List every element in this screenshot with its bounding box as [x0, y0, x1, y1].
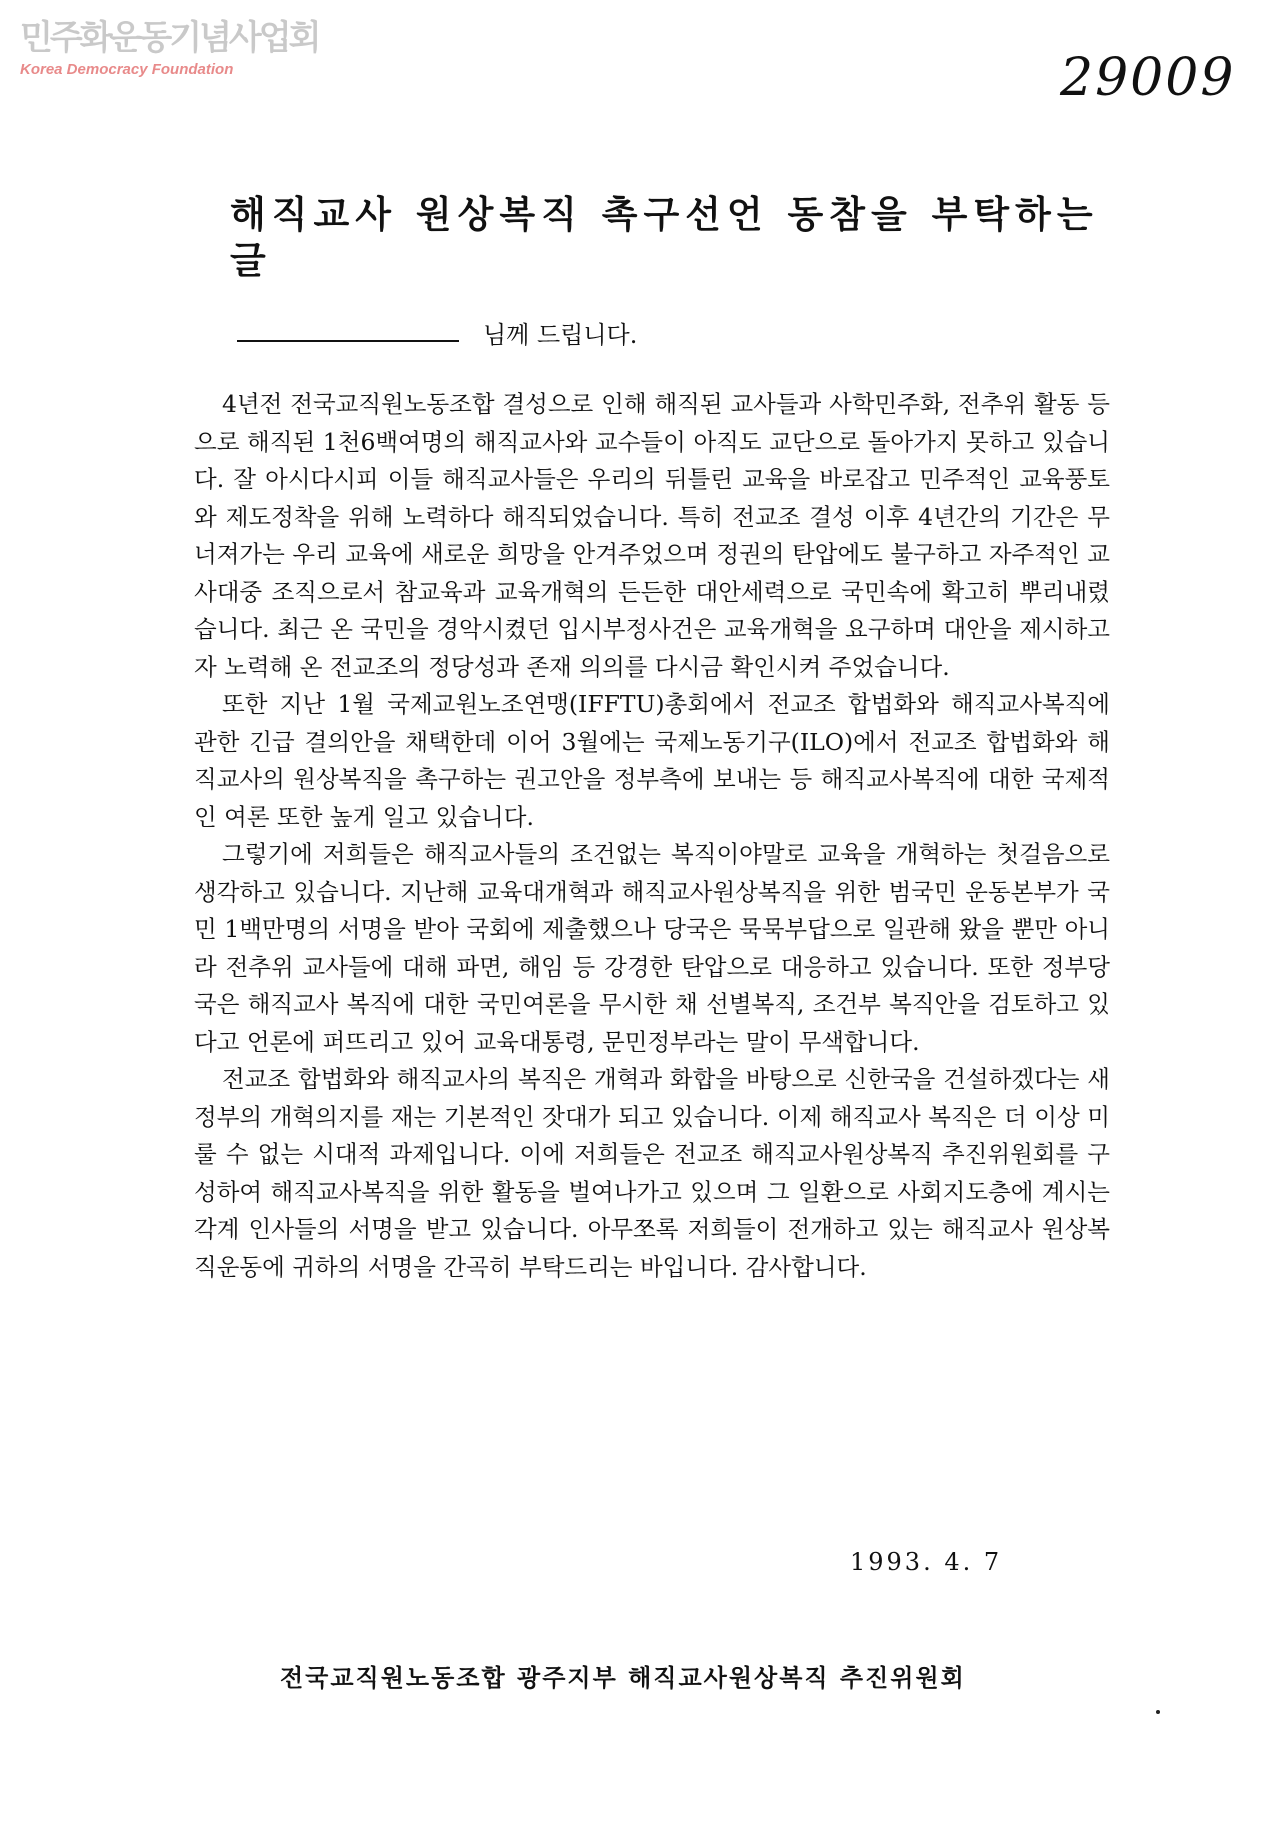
letter-date: 1993. 4. 7 — [850, 1548, 1003, 1576]
document-title: 해직교사 원상복직 촉구선언 동참을 부탁하는 글 — [230, 193, 1099, 282]
paragraph-1: 4년전 전국교직원노동조합 결성으로 인해 해직된 교사들과 사학민주화, 전추위 활동 등으로 해직된 1천6백여명의 해직교사와 교수들이 아직도 교단으로 돌아가지 못하고 있습니다. 잘 아시다시피 이들 해직교사들은 우리의 뒤틀린 교육을 바로잡고 민주적인 교육풍토와 제도정착을 위해 노력하다 해직되었습니다. 특히 전교조 결성 이후 4년간의 기간은 무너져가는 우리 교육에 새로운 희망을 안겨주었으며 정권의 탄압에도 불구하고 자주적인 교사대중 조직으로서 참교육과 교육개혁의 든든한 대안세력으로 국민속에 확고히 뿌리내렸습니다. 최근 온 국민을 경악시켰던 입시부정사건은 교육개혁을 요구하며 대안을 제시하고자 노력해 온 전교조의 정당성과 존재 의의를 다시금 확인시켜 주었습니다. — [194, 390, 1110, 681]
paragraph-4: 전교조 합법화와 해직교사의 복직은 개혁과 화합을 바탕으로 신한국을 건설하겠다는 새 정부의 개혁의지를 재는 기본적인 잣대가 되고 있습니다. 이제 해직교사 복직은 더 이상 미룰 수 없는 시대적 과제입니다. 이에 저희들은 전교조 해직교사원상복직 추진위원회를 구성하여 해직교사복직을 위한 활동을 벌여나가고 있으며 그 일환으로 사회지도층에 계시는 각계 인사들의 서명을 받고 있습니다. 아무쪼록 저희들이 전개하고 있는 해직교사 원상복직운동에 귀하의 서명을 간곡히 부탁드리는 바입니다. 감사합니다. — [194, 1065, 1110, 1281]
watermark-logo — [20, 18, 340, 80]
letter-body — [194, 386, 1110, 1286]
watermark-english: Korea Democracy Foundation — [20, 61, 234, 78]
recipient-line — [237, 312, 837, 352]
scan-speck — [1156, 1710, 1160, 1714]
watermark-korean: 민주화운동기념사업회 — [20, 18, 319, 58]
paragraph-3: 그렇기에 저희들은 해직교사들의 조건없는 복직이야말로 교육을 개혁하는 첫걸음으로 생각하고 있습니다. 지난해 교육대개혁과 해직교사원상복직을 위한 범국민 운동본부가 국민 1백만명의 서명을 받아 국회에 제출했으나 당국은 묵묵부답으로 일관해 왔을 뿐만 아니라 전추위 교사들에 대해 파면, 해임 등 강경한 탄압으로 대응하고 있습니다. 또한 정부당국은 해직교사 복직에 대한 국민여론을 무시한 채 선별복직, 조건부 복직안을 검토하고 있다고 언론에 퍼뜨리고 있어 교육대통령, 문민정부라는 말이 무색합니다. — [194, 840, 1110, 1056]
paragraph-2: 또한 지난 1월 국제교원노조연맹(IFFTU)총회에서 전교조 합법화와 해직교사복직에 관한 긴급 결의안을 채택한데 이어 3월에는 국제노동기구(ILO)에서 전교조 합법화와 해직교사의 원상복직을 촉구하는 권고안을 정부측에 보내는 등 해직교사복직에 대한 국제적인 여론 또한 높게 일고 있습니다. — [194, 690, 1110, 831]
salutation: 님께 드립니다. — [483, 321, 638, 349]
sender-signature: 전국교직원노동조합 광주지부 해직교사원상복직 추진위원회 — [280, 1664, 966, 1692]
handwritten-document-number: 29009 — [1060, 48, 1236, 108]
recipient-blank — [237, 340, 459, 342]
